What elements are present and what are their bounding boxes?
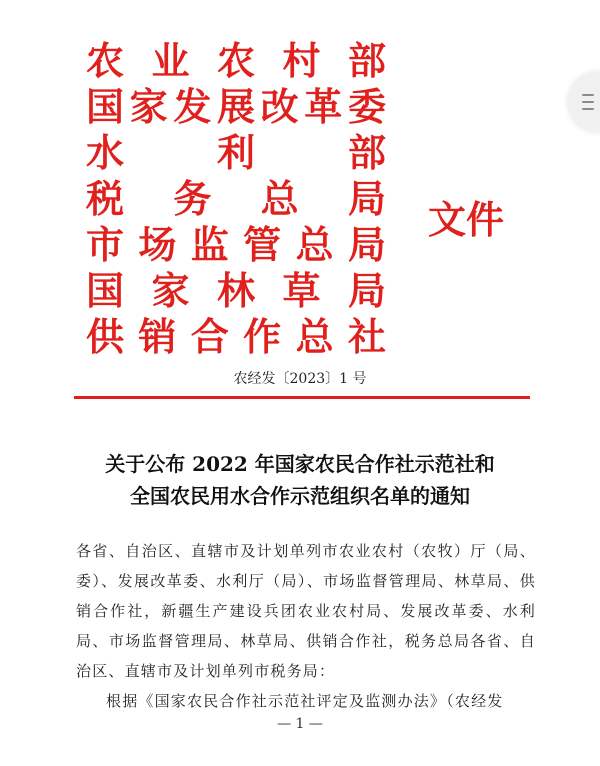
document-number: 农经发〔2023〕1 号	[233, 371, 367, 387]
agency-forestry-grassland: 国 家 林 草 局	[86, 269, 386, 313]
issuing-agencies	[86, 38, 526, 360]
agency-row	[86, 130, 526, 176]
body-paragraph: 根据《国家农民合作社示范社评定及监测办法》（农经发	[106, 692, 504, 710]
handle-line	[582, 108, 594, 110]
title-line-1: 关于公布 2022 年国家农民合作社示范社和	[105, 452, 495, 476]
document-body	[76, 536, 536, 716]
agency-market-regulation: 市 场 监 管 总 局	[86, 223, 386, 267]
document-suffix: 文件	[428, 198, 505, 242]
agency-ministry-agriculture: 农 业 农 村 部	[86, 39, 386, 83]
agency-row	[86, 268, 526, 314]
title-line-2: 全国农民用水合作示范组织名单的通知	[130, 484, 470, 508]
document-title	[60, 448, 540, 512]
handle-line	[582, 101, 594, 103]
agency-row	[86, 38, 526, 84]
handle-line	[582, 94, 594, 96]
agency-taxation: 税 务 总 局	[86, 177, 386, 221]
red-divider	[74, 396, 530, 399]
addressee-paragraph: 各省、自治区、直辖市及计划单列市农业农村（农牧）厅（局、委）、发展改革委、水利厅（局）、市场监督管理局、林草局、供销合作社，新疆生产建设兵团农业农村局、发展改革委、水利局、市场监督管理局、林草局、供销合作社，税务总局各省、自治区、直辖市及计划单列市税务局：	[76, 542, 536, 680]
menu-handle-icon[interactable]	[568, 72, 600, 132]
agency-supply-marketing: 供 销 合 作 总 社	[86, 315, 386, 359]
agency-ndrc: 国 家 发 展 改 革 委	[86, 85, 386, 129]
page-number: — 1 —	[277, 716, 323, 732]
agency-water-resources: 水 利 部	[86, 131, 386, 175]
agency-row	[86, 84, 526, 130]
agency-row	[86, 314, 526, 360]
